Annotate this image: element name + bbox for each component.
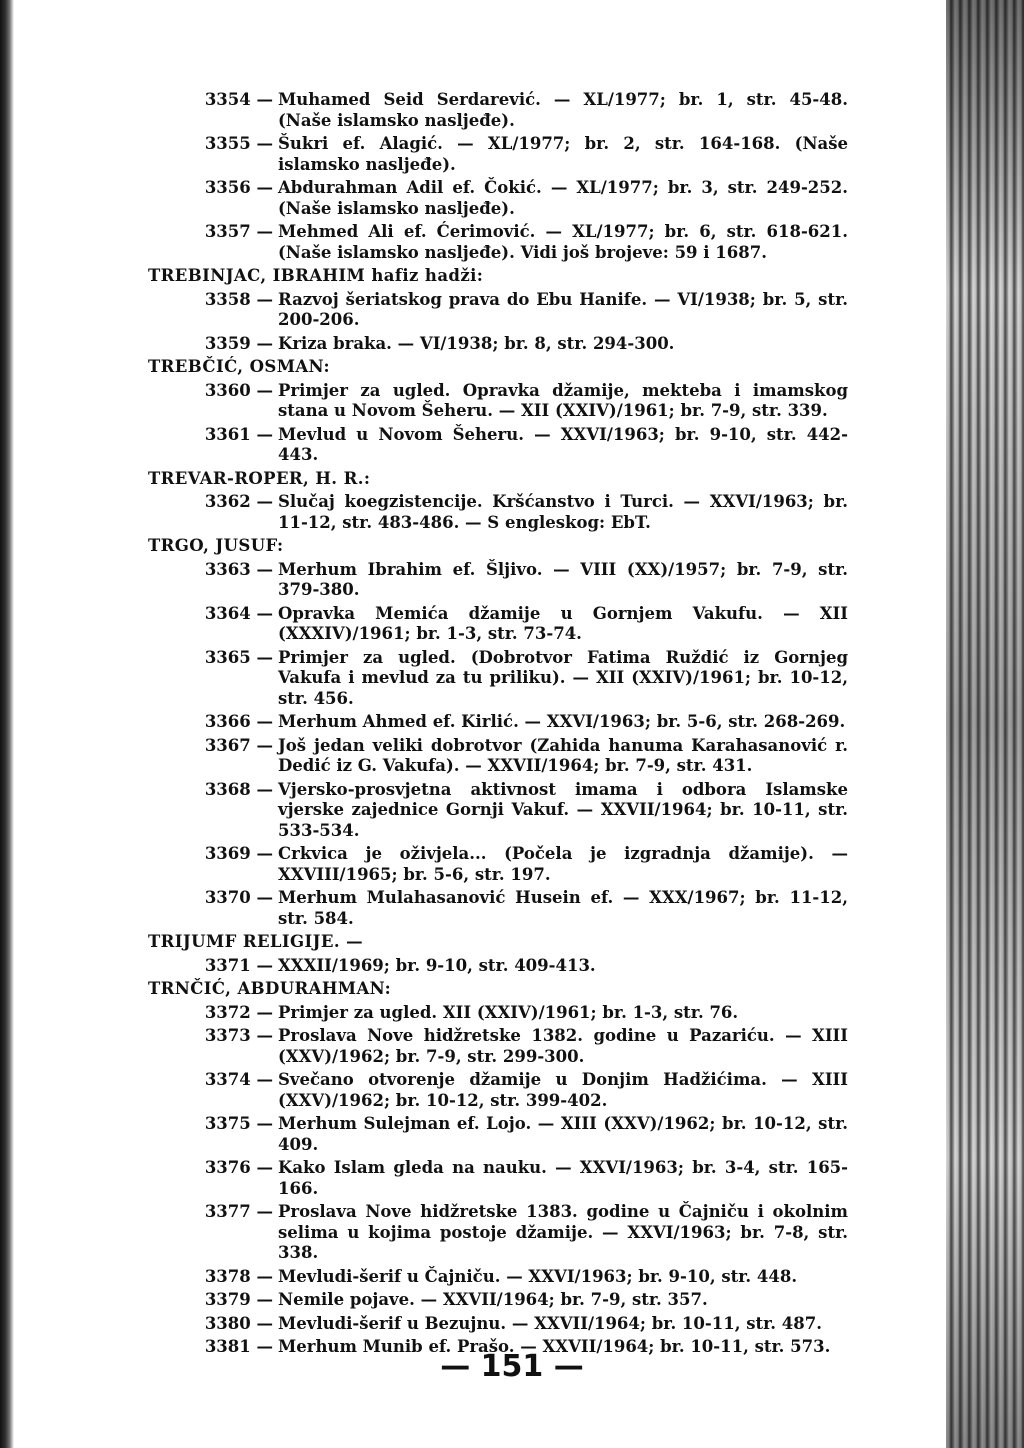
entry-number: 3380 — <box>204 1313 273 1333</box>
bibliography-entry <box>148 712 848 733</box>
entry-number: 3356 — <box>204 178 273 197</box>
entry-number: 3365 — <box>204 647 273 667</box>
entry-text: Proslava Nove hidžretske 1382. godine u Pazariću. — XIII (XXV)/1962; br. 7-9, str. 299-300. <box>278 1026 848 1066</box>
author-heading: TREVAR-ROPER, H. R.: <box>148 468 371 488</box>
bibliography-entry <box>148 560 848 601</box>
bibliography-entry <box>148 1026 848 1067</box>
page-edge-shadow <box>946 0 1024 1448</box>
entry-number: 3374 — <box>204 1070 273 1089</box>
bibliography-entry <box>148 1158 848 1199</box>
entry-text: Merhum Ahmed ef. Kirlić. — XXVI/1963; br. 5-6, str. 268-269. <box>278 712 846 731</box>
bibliography-entry <box>148 888 848 929</box>
entry-number: 3381 — <box>204 1337 273 1356</box>
entry-number: 3376 — <box>204 1158 273 1177</box>
author-heading: TRNČIĆ, ABDURAHMAN: <box>148 979 392 998</box>
entry-number: 3354 — <box>204 90 273 109</box>
entry-number: 3369 — <box>204 844 273 863</box>
entry-number: 3361 — <box>204 424 273 444</box>
entry-text: Merhum Ibrahim ef. Šljivo. — VIII (XX)/1957; br. 7-9, str. 379-380. <box>278 559 848 599</box>
entry-text: Nemile pojave. — XXVII/1964; br. 7-9, str. 357. <box>278 1290 708 1309</box>
bibliography-entry <box>148 1202 848 1264</box>
bibliography-entry <box>148 425 848 466</box>
entry-text: Mevludi-šerif u Bezujnu. — XXVII/1964; br. 10-11, str. 487. <box>278 1313 822 1333</box>
bibliography-entry <box>148 1267 848 1288</box>
bibliography-entry <box>148 648 848 710</box>
bibliography-entry <box>148 604 848 645</box>
entry-text: Merhum Munib ef. Prašo. — XXVII/1964; br. 10-11, str. 573. <box>278 1337 831 1356</box>
author-heading: TRGO, JUSUF: <box>148 536 284 555</box>
entry-number: 3357 — <box>204 222 273 241</box>
entry-number: 3363 — <box>204 559 273 579</box>
bibliography-page <box>148 90 848 1361</box>
entry-text: Muhamed Seid Serdarević. — XL/1977; br. 1, str. 45-48. (Naše islamsko nasljeđe). <box>278 90 848 130</box>
book-spine-shadow <box>0 0 14 1448</box>
entry-number: 3355 — <box>204 134 273 153</box>
bibliography-entry <box>148 1314 848 1335</box>
entry-text: Opravka Memića džamije u Gornjem Vakufu. — XII (XXXIV)/1961; br. 1-3, str. 73-74. <box>278 603 848 643</box>
entry-number: 3368 — <box>204 779 273 799</box>
bibliography-entry <box>148 844 848 885</box>
page-number: — 151 — <box>440 1349 584 1384</box>
entry-text: Merhum Mulahasanović Husein ef. — XXX/1967; br. 11-12, str. 584. <box>278 888 848 928</box>
bibliography-entry <box>148 1003 848 1024</box>
entry-number: 3359 — <box>204 333 273 353</box>
bibliography-entry <box>148 90 848 131</box>
bibliography-entry <box>148 1114 848 1155</box>
entry-number: 3372 — <box>204 1002 273 1022</box>
author-heading: TRIJUMF RELIGIJE. — <box>148 932 364 951</box>
bibliography-entry <box>148 736 848 777</box>
bibliography-entry <box>148 381 848 422</box>
entry-number: 3366 — <box>204 712 273 731</box>
bibliography-entry <box>148 334 848 355</box>
entry-text: Svečano otvorenje džamije u Donjim Hadžićima. — XIII (XXV)/1962; br. 10-12, str. 399-402. <box>278 1070 848 1110</box>
entry-number: 3379 — <box>204 1290 273 1309</box>
entry-text: Merhum Sulejman ef. Lojo. — XIII (XXV)/1962; br. 10-12, str. 409. <box>278 1114 848 1154</box>
entry-text: Proslava Nove hidžretske 1383. godine u Čajniču i okolnim selima u kojima postoje džamije. — XXVI/1963; br. 7-8, str. 338. <box>278 1202 848 1262</box>
entry-number: 3362 — <box>204 492 273 511</box>
entry-number: 3375 — <box>204 1114 273 1133</box>
bibliography-entry <box>148 780 848 842</box>
entry-text: Crkvica je oživjela... (Počela je izgradnja džamije). — XXVIII/1965; br. 5-6, str. 197. <box>278 844 848 884</box>
bibliography-entry <box>148 1290 848 1311</box>
entry-text: Šukri ef. Alagić. — XL/1977; br. 2, str. 164-168. (Naše islamsko nasljeđe). <box>278 134 848 174</box>
entry-number: 3378 — <box>204 1266 273 1286</box>
entry-text: Mevlud u Novom Šeheru. — XXVI/1963; br. 9-10, str. 442-443. <box>278 424 848 464</box>
bibliography-entry <box>148 492 848 533</box>
entry-number: 3360 — <box>204 380 273 400</box>
author-heading: TREBINJAC, IBRAHIM hafiz hadži: <box>148 266 484 285</box>
author-heading: TREBČIĆ, OSMAN: <box>148 357 330 376</box>
entry-text: XXXII/1969; br. 9-10, str. 409-413. <box>278 955 596 975</box>
entry-text: Abdurahman Adil ef. Čokić. — XL/1977; br. 3, str. 249-252. (Naše islamsko nasljeđe). <box>278 178 848 218</box>
entry-number: 3370 — <box>204 888 273 907</box>
bibliography-entry <box>148 290 848 331</box>
bibliography-entry <box>148 956 848 977</box>
entry-text: Mehmed Ali ef. Ćerimović. — XL/1977; br. 6, str. 618-621. (Naše islamsko nasljeđe). Vidi još brojeve: 59 i 1687. <box>278 222 848 262</box>
entry-text: Primjer za ugled. (Dobrotvor Fatima Ruždić iz Gornjeg Vakufa i mevlud za tu priliku). — XII (XXIV)/1961; br. 10-12, str. 456. <box>278 647 848 708</box>
entry-text: Vjersko-prosvjetna aktivnost imama i odbora Islamske vjerske zajednice Gornji Vakuf. — XXVII/1964; br. 10-11, str. 533-534. <box>278 779 848 840</box>
entry-text: Mevludi-šerif u Čajniču. — XXVI/1963; br. 9-10, str. 448. <box>278 1266 798 1286</box>
entry-number: 3367 — <box>204 735 273 755</box>
entry-number: 3371 — <box>204 955 273 975</box>
bibliography-entry <box>148 1070 848 1111</box>
entry-text: Primjer za ugled. XII (XXIV)/1961; br. 1-3, str. 76. <box>278 1002 739 1022</box>
entry-text: Još jedan veliki dobrotvor (Zahida hanuma Karahasanović r. Dedić iz G. Vakufa). — XXVII/1964; br. 7-9, str. 431. <box>278 735 848 775</box>
entry-text: Slučaj koegzistencije. Kršćanstvo i Turci. — XXVI/1963; br. 11-12, str. 483-486. — S engleskog: EbT. <box>278 492 848 532</box>
entry-text: Razvoj šeriatskog prava do Ebu Hanife. — VI/1938; br. 5, str. 200-206. <box>278 289 848 329</box>
entry-number: 3373 — <box>204 1026 273 1045</box>
entry-number: 3358 — <box>204 289 273 309</box>
entry-text: Kriza braka. — VI/1938; br. 8, str. 294-300. <box>278 333 675 353</box>
bibliography-entry <box>148 178 848 219</box>
entry-number: 3364 — <box>204 603 273 623</box>
bibliography-entry <box>148 222 848 263</box>
entry-number: 3377 — <box>204 1202 273 1221</box>
entry-text: Primjer za ugled. Opravka džamije, mekteba i imamskog stana u Novom Šeheru. — XII (XXIV)/1961; br. 7-9, str. 339. <box>278 380 848 420</box>
entry-text: Kako Islam gleda na nauku. — XXVI/1963; br. 3-4, str. 165-166. <box>278 1158 848 1198</box>
bibliography-entry <box>148 134 848 175</box>
